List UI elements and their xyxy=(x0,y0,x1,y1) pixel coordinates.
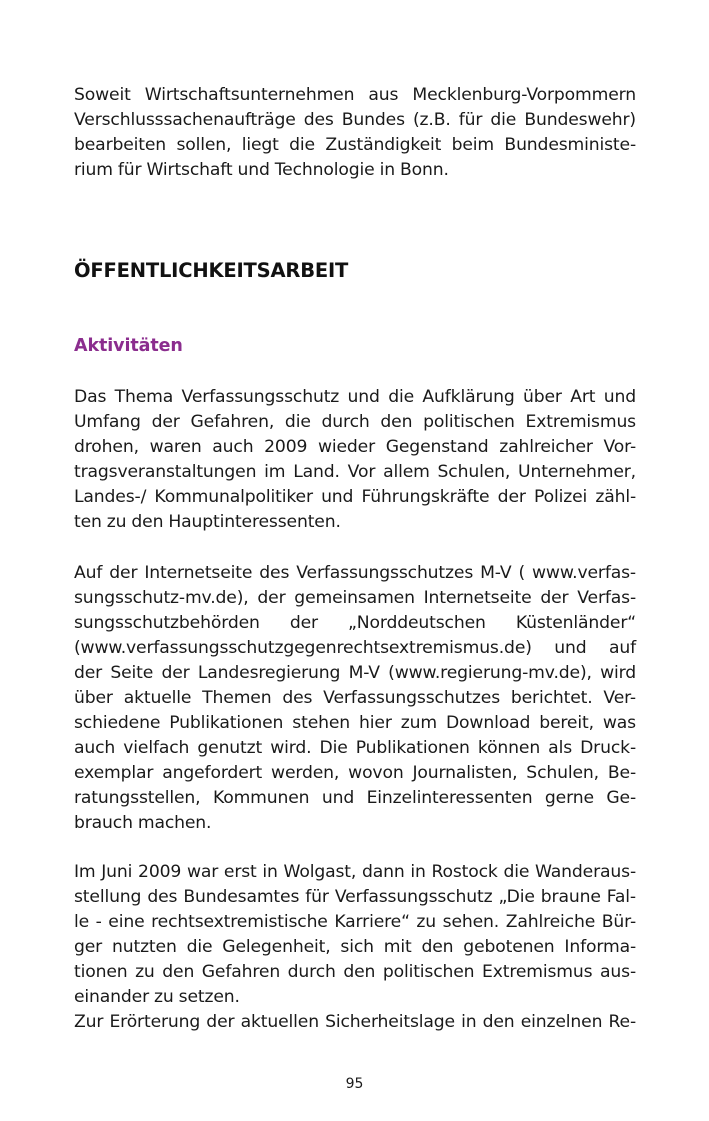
text-line: exemplar angefordert werden, wovon Journalisten, Schulen, Be- xyxy=(74,763,636,783)
text-line: ten zu den Hauptinteressenten. xyxy=(74,512,341,532)
text-line: Landes-/ Kommunalpolitiker und Führungskräfte der Polizei zähl- xyxy=(74,487,636,507)
page-number: 95 xyxy=(345,1076,364,1092)
text-line: tragsveranstaltungen im Land. Vor allem Schulen, Unternehmer, xyxy=(74,462,636,482)
text-line: Umfang der Gefahren, die durch den politischen Extremismus xyxy=(74,412,636,432)
section-title: ÖFFENTLICHKEITSARBEIT xyxy=(74,259,349,282)
text-line: le - eine rechtsextremistische Karriere“ zu sehen. Zahlreiche Bür- xyxy=(74,912,636,932)
text-line: ratungsstellen, Kommunen und Einzelinteressenten gerne Ge- xyxy=(74,788,636,808)
paragraph-internet xyxy=(74,561,636,836)
text-line: rium für Wirtschaft und Technologie in Bonn. xyxy=(74,160,449,180)
paragraph-exhibition xyxy=(74,860,636,1010)
intro-paragraph xyxy=(74,83,636,183)
paragraph-security-situation xyxy=(74,1010,636,1035)
text-line: stellung des Bundesamtes für Verfassungsschutz „Die braune Fal- xyxy=(74,887,636,907)
subheading: Aktivitäten xyxy=(74,336,183,356)
text-line: Verschlusssachenaufträge des Bundes (z.B. für die Bundeswehr) xyxy=(74,110,636,130)
text-line: brauch machen. xyxy=(74,813,212,833)
text-line: drohen, waren auch 2009 wieder Gegenstand zahlreicher Vor- xyxy=(74,437,636,457)
text-line: Auf der Internetseite des Verfassungsschutzes M-V ( www.verfas- xyxy=(74,563,636,583)
text-line: Das Thema Verfassungsschutz und die Aufklärung über Art und xyxy=(74,387,636,407)
text-line: sungsschutzbehörden der „Norddeutschen Küstenländer“ xyxy=(74,613,636,633)
text-line: Im Juni 2009 war erst in Wolgast, dann in Rostock die Wanderaus- xyxy=(74,862,636,882)
text-line: (www.verfassungsschutzgegenrechtsextremismus.de) und auf xyxy=(74,638,636,658)
text-line: Zur Erörterung der aktuellen Sicherheitslage in den einzelnen Re- xyxy=(74,1012,636,1032)
text-line: sungsschutz-mv.de), der gemeinsamen Internetseite der Verfas- xyxy=(74,588,636,608)
text-line: über aktuelle Themen des Verfassungsschutzes berichtet. Ver- xyxy=(74,688,636,708)
text-line: bearbeiten sollen, liegt die Zuständigkeit beim Bundesministe- xyxy=(74,135,636,155)
text-line: ger nutzten die Gelegenheit, sich mit den gebotenen Informa- xyxy=(74,937,636,957)
text-line: einander zu setzen. xyxy=(74,987,240,1007)
text-line: Soweit Wirtschaftsunternehmen aus Mecklenburg-Vorpommern xyxy=(74,85,636,105)
text-line: auch vielfach genutzt wird. Die Publikationen können als Druck- xyxy=(74,738,636,758)
text-line: der Seite der Landesregierung M-V (www.regierung-mv.de), wird xyxy=(74,663,636,683)
text-line: schiedene Publikationen stehen hier zum Download bereit, was xyxy=(74,713,636,733)
text-line: tionen zu den Gefahren durch den politischen Extremismus aus- xyxy=(74,962,636,982)
paragraph-activities xyxy=(74,385,636,535)
